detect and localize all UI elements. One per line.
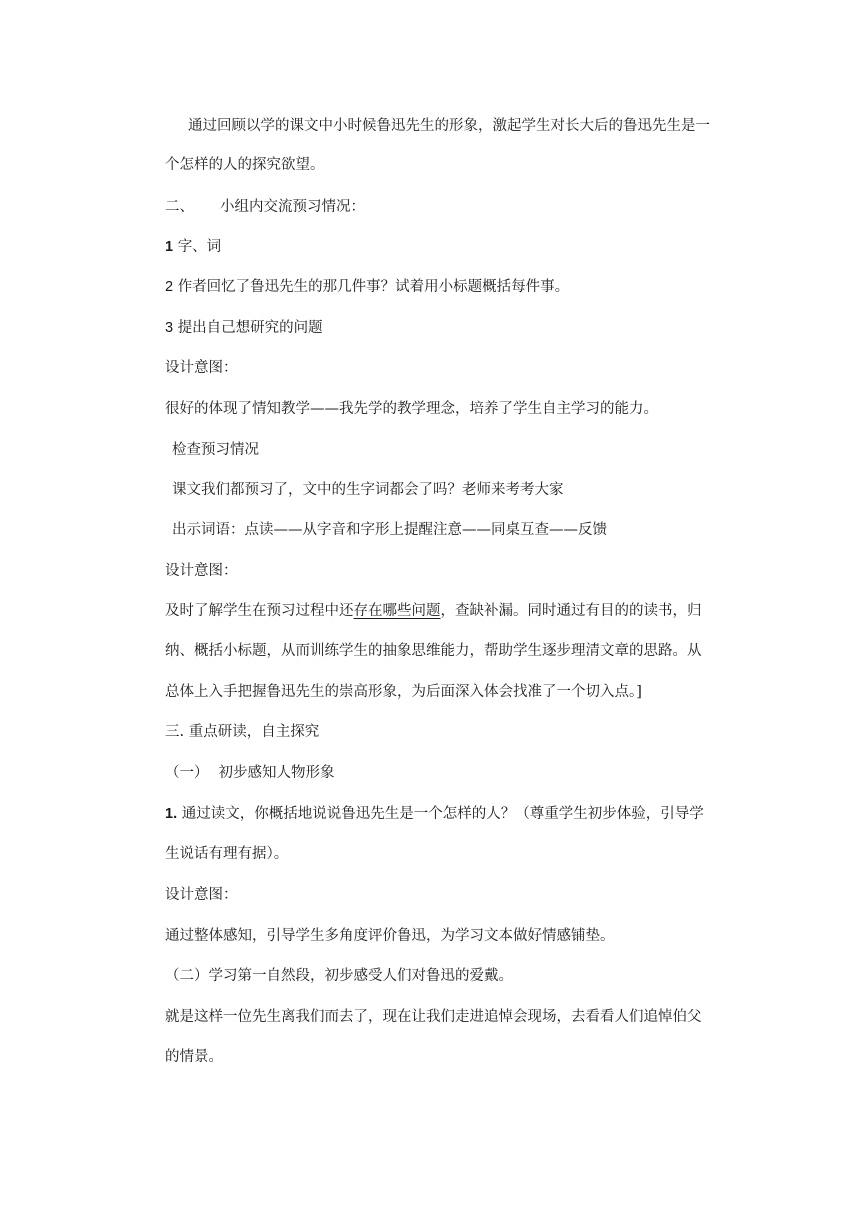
question-1-text: 通过读文，你概括地说说鲁迅先生是一个怎样的人？（尊重学生初步体验，引导学 — [181, 806, 704, 822]
question-1-number: 1. — [165, 806, 178, 822]
design-intent-label-3: 设计意图： — [165, 887, 238, 903]
check-preview-text: 课文我们都预习了，文中的生字词都会了吗？老师来考考大家 — [172, 482, 564, 498]
section-three-heading: 三. 重点研读，自主探究 — [165, 724, 320, 740]
design-intent-text-3: 通过整体感知，引导学生多角度评价鲁迅，为学习文本做好情感铺垫。 — [165, 928, 615, 944]
list-item-2-text: 作者回忆了鲁迅先生的那几件事？试着用小标题概括每件事。 — [177, 279, 570, 295]
design-intent-text-2-line-2: 纳、概括小标题，从而训练学生的抽象思维能力，帮助学生逐步理清文章的思路。从 — [165, 643, 702, 659]
design-intent-text-1: 很好的体现了情知教学——我先学的教学理念，培养了学生自主学习的能力。 — [165, 401, 658, 417]
design-intent-label-1: 设计意图： — [165, 360, 238, 376]
check-preview-heading: 检查预习情况 — [172, 442, 259, 458]
design-intent-text-2-line-3: 总体上入手把握鲁迅先生的崇高形象，为后面深入体会找准了一个切入点。] — [165, 684, 642, 700]
closing-paragraph-line-2: 的情景。 — [165, 1049, 223, 1065]
section-two-title: 小组内交流预习情况： — [220, 199, 365, 215]
question-1-line-2: 生说话有理有据）。 — [165, 846, 289, 862]
closing-paragraph-line-1: 就是这样一位先生离我们而去了，现在让我们走进追悼会现场，去看看人们追悼伯父 — [165, 1009, 702, 1025]
section-two-number: 二、 — [165, 199, 194, 215]
intro-paragraph-line-2: 个怎样的人的探究欲望。 — [165, 157, 325, 173]
intro-paragraph-line-1: 通过回顾以学的课文中小时候鲁迅先生的形象，激起学生对长大后的鲁迅先生是一 — [188, 118, 710, 134]
design-text-2-part-b: ，查缺补漏。同时通过有目的的读书，归 — [440, 603, 702, 619]
list-item-1-text: 字、词 — [177, 239, 222, 255]
subsection-one-heading — [165, 763, 740, 783]
show-words-text: 出示词语：点读——从字音和字形上提醒注意——同桌互查——反馈 — [172, 522, 607, 538]
list-item-3-text: 提出自己想研究的问题 — [177, 320, 323, 336]
list-item-3 — [165, 318, 740, 338]
subsection-two-heading: （二）学习第一自然段，初步感受人们对鲁迅的爱戴。 — [165, 968, 513, 984]
design-intent-text-2-line-1 — [165, 601, 740, 621]
subsection-one-number: （一） — [165, 765, 209, 781]
list-item-3-number: 3 — [165, 320, 174, 336]
design-intent-label-2: 设计意图： — [165, 563, 238, 579]
list-item-1 — [165, 237, 740, 257]
design-text-2-part-a: 及时了解学生在预习过程中还 — [165, 603, 354, 619]
section-two-heading — [165, 197, 740, 217]
list-item-2-number: 2 — [165, 279, 174, 295]
list-item-1-number: 1 — [165, 239, 174, 255]
list-item-2 — [165, 277, 740, 297]
question-1-line-1 — [165, 804, 740, 824]
subsection-one-title: 初步感知人物形象 — [218, 765, 335, 781]
design-text-2-underlined: 存在哪些问题 — [353, 603, 441, 619]
